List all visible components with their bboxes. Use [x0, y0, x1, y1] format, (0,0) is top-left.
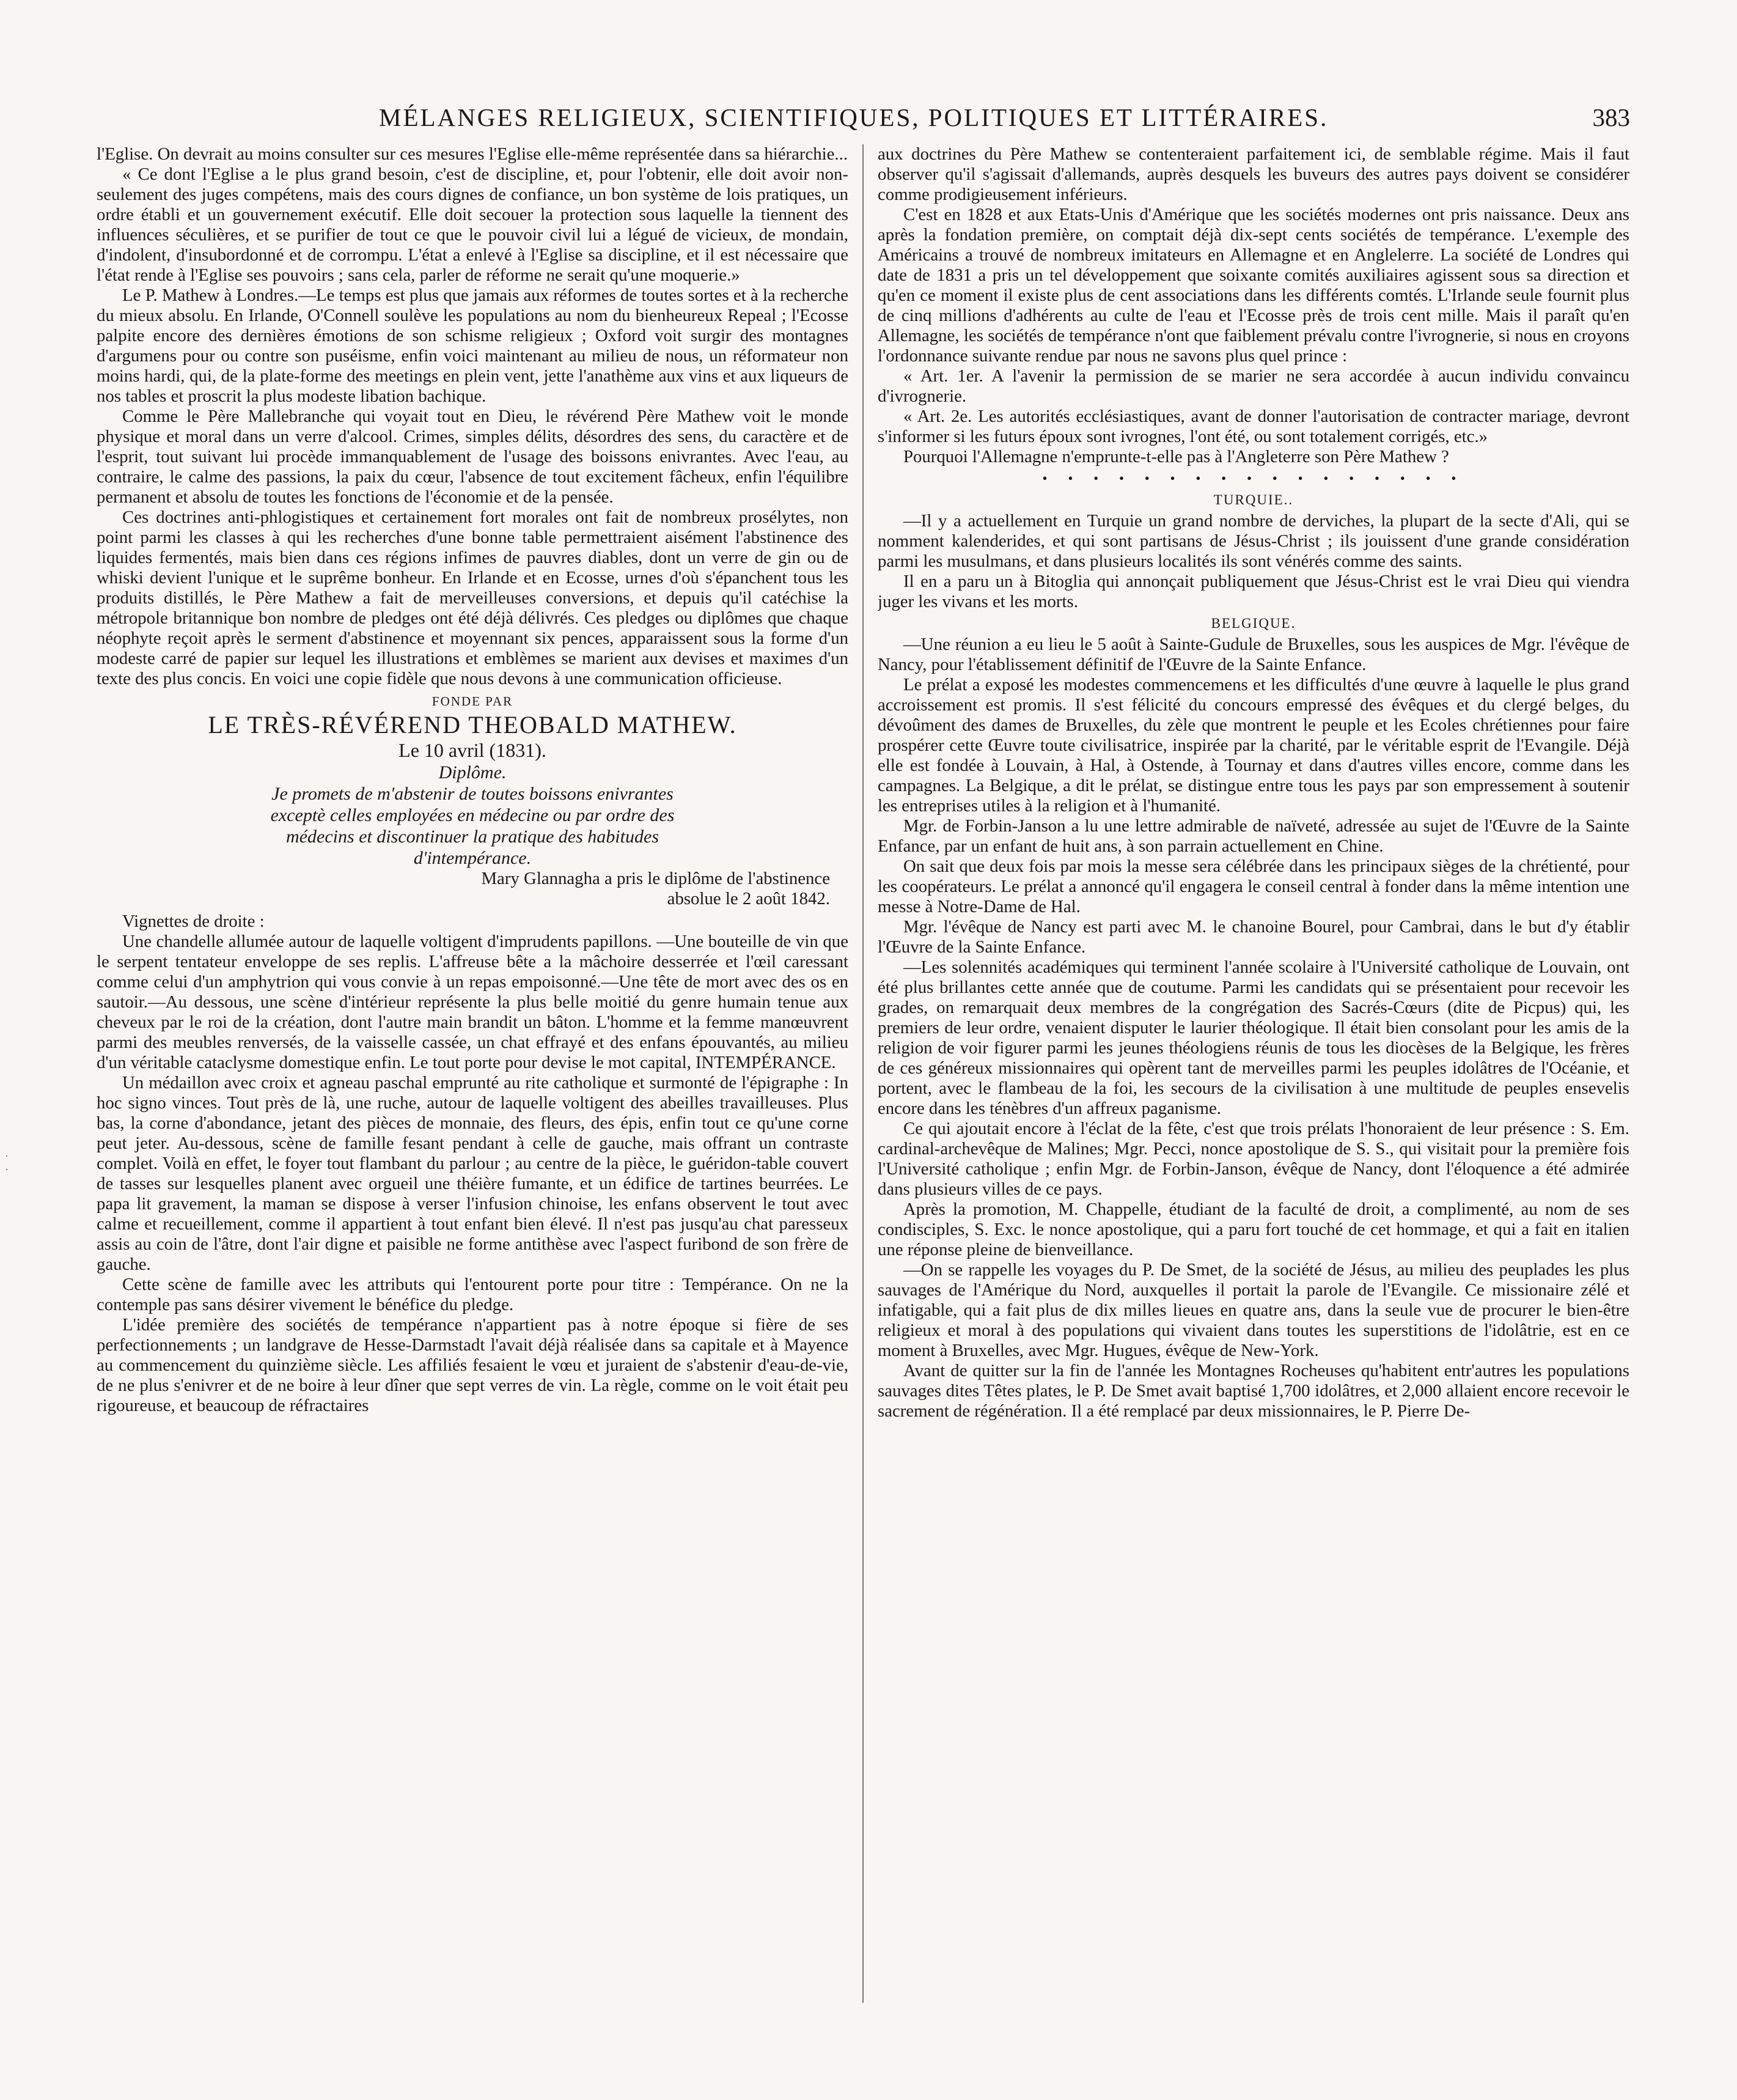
paragraph: Le prélat a exposé les modestes commencemens et les difficultés d'une œuvre à laquelle le plus grand accroissement est promis. Il s'est félicité du concours empressé des évêques et du clergé belges, du dévoûment des dames de Bruxelles, du zèle que montrent le peuple et les Ecoles chrétiennes pour faire prospérer cette Œuvre toute civilisatrice, inspirée par la charité, par le véritable esprit de l'Evangile. Déjà elle est fondée à Louvain, à Hal, à Ostende, à Tournay et dans d'autres villes encore, comme dans les campagnes. La Belgique, a dit le prélat, se distingue entre tous les pays par son empressement à soutenir les entreprises utiles à la religion et à l'humanité.: [878, 675, 1629, 816]
paragraph: Le P. Mathew à Londres.—Le temps est plus que jamais aux réformes de toutes sortes et à la recherche du mieux absolu. En Irlande, O'Connell soulève les populations au nom du bienheureux Repeal ; l'Ecosse palpite encore des dernières émotions de son schisme religieux ; Oxford voit surgir des montagnes d'argumens pour ou contre son puséisme, enfin voici maintenant au milieu de nous, un réformateur non moins hardi, qui, de la plate-forme des meetings en plein vent, jette l'anathème aux vins et aux liqueurs de nos tables et proscrit la plus modeste libation bachique.: [97, 286, 848, 406]
paragraph: Comme le Père Mallebranche qui voyait tout en Dieu, le révérend Père Mathew voit le monde physique et moral dans un verre d'alcool. Crimes, simples délits, désordres des sens, du caractère et de l'esprit, tout suivant lui procède immanquablement de l'usage des boissons enivrantes. Avec l'eau, au contraire, le calme des passions, la paix du cœur, l'absence de tout excitement fâcheux, enfin l'équilibre permanent et absolu de toutes les fonctions de l'économie et de la pensée.: [97, 407, 848, 507]
diploma-date: Le 10 avril (1831).: [398, 739, 546, 761]
paragraph: l'Eglise. On devrait au moins consulter sur ces mesures l'Eglise elle-même représentée dans sa hiérarchie...: [97, 144, 848, 164]
paragraph: aux doctrines du Père Mathew se contenteraient parfaitement ici, de semblable régime. Mais il faut observer qu'il s'agissait d'allemands, auprès desquels les buveurs des autres pays doivent se considérer comme prodigieusement inférieurs.: [878, 144, 1629, 204]
paragraph: Pourquoi l'Allemagne n'emprunte-t-elle pas à l'Angleterre son Père Mathew ?: [903, 447, 1449, 466]
paragraph: —On se rappelle les voyages du P. De Smet, de la société de Jésus, au milieu des peuplades les plus sauvages de l'Amérique du Nord, auxquelles il portait la parole de l'Evangile. Ce missionaire zélé et infatigable, qui a fait plus de dix milles lieues en quatre ans, dans la seule vue de procurer le bien-être religieux et moral à des populations qui vivaient dans toutes les superstitions de l'idolâtrie, est en ce moment à Bruxelles, avec Mgr. Hugues, évêque de New-York.: [878, 1260, 1629, 1360]
paragraph: « Art. 2e. Les autorités ecclésiastiques, avant de donner l'autorisation de contracter mariage, devront s'informer si les futurs époux sont ivrognes, l'ont été, ou sont totalement corrigés, etc.»: [878, 407, 1629, 446]
diploma-founded: FONDE PAR: [431, 694, 513, 709]
paragraph: Mgr. l'évêque de Nancy est parti avec M. le chanoine Bourel, pour Cambrai, dans le but d'y établir l'Œuvre de la Sainte Enfance.: [878, 917, 1629, 957]
margin-marks: · ·: [5, 1150, 9, 1176]
paragraph: Une chandelle allumée autour de laquelle voltigent d'imprudents papillons. —Une bouteille de vin que le serpent tentateur enveloppe de ses replis. L'affreuse bête a la mâchoire desserrée et l'œil caressant comme celui d'un amphytrion qui vous convie à un repas empoisonné.—Une tête de mort avec des os en sautoir.—Au dessous, une scène d'intérieur représente la plus belle moitié du genre humain tenue aux cheveux par le roi de la création, dont l'autre main brandit un bâton. L'homme et la femme manœuvrent parmi des meubles renversés, de la vaisselle cassée, un chat effrayé et des enfans épouvantés, au milieu d'un véritable cataclysme domestique enfin. Le tout porte pour devise le mot capital, INTEMPÉRANCE.: [97, 932, 848, 1072]
paragraph: On sait que deux fois par mois la messe sera célébrée dans les principaux sièges de la chrétienté, pour les coopérateurs. Le prélat a annoncé qu'il engagera le conseil central à fonder dans la même intention une messe à Notre-Dame de Hal.: [878, 857, 1629, 916]
paragraph: C'est en 1828 et aux Etats-Unis d'Amérique que les sociétés modernes ont pris naissance. Deux ans après la fondation première, on comptait déjà dix-sept cents sociétés de tempérance. L'exemple des Américains a trouvé de nombreux imitateurs en Allemagne et en Anglelerre. La société de Londres qui date de 1831 a pris un tel développement que soixante comités auxiliaires agissent sous sa direction et qu'en ce moment il existe plus de cent associations dans les différents comtés. L'Irlande seule fournit plus de cinq millions d'adhérents au culte de l'eau et l'Ecosse près de trois cent mille. Mais il paraît qu'en Allemagne, les sociétés de tempérance n'ont que faiblement prévalu contre l'ivrognerie, si nous en croyons l'ordonnance suivante rendue par nous ne savons plus quel prince :: [878, 205, 1629, 366]
paragraph: L'idée première des sociétés de tempérance n'appartient pas à notre époque si fière de ses perfectionnements ; un landgrave de Hesse-Darmstadt l'avait déjà réalisée dans sa capitale et à Mayence au commencement du quinzième siècle. Les affiliés fesaient le vœu et juraient de s'abstenir d'eau-de-vie, de ne plus s'enivrer et de ne boire à leur dîner que sept verres de vin. La règle, comme on le voit était peu rigoureuse, et beaucoup de réfractaires: [97, 1315, 848, 1415]
page-header: [0, 103, 1737, 139]
diploma-signature: Mary Glannagha a pris le diplôme de l'abstinence absolue le 2 août 1842.: [481, 869, 830, 908]
paragraph: « Ce dont l'Eglise a le plus grand besoin, c'est de discipline, et, pour l'obtenir, elle doit avoir non-seulement des juges compétens, mais des cours dignes de confiance, un bon système de lois pratiques, un ordre établi et un gouvernement exécutif. Elle doit secouer la protection sous laquelle la tiennent des influences séculières, et se purifier de tout ce que le pouvoir civil lui a légué de vicieux, de mondain, d'indolent, d'insubordonné et de corrompu. L'état a enlevé à l'Eglise sa discipline, et il est nécessaire que l'état rende à l'Eglise ses pouvoirs ; sans cela, parler de réforme ne serait qu'une moquerie.»: [97, 164, 848, 285]
paragraph: Mgr. de Forbin-Janson a lu une lettre admirable de naïveté, adressée au sujet de l'Œuvre de la Sainte Enfance, par un enfant de huit ans, à son parrain actuellement en Chine.: [878, 816, 1629, 856]
running-title: MÉLANGES RELIGIEUX, SCIENTIFIQUES, POLITIQUES ET LITTÉRAIRES.: [379, 103, 1329, 131]
diploma-block: [97, 691, 848, 909]
paragraph: Un médaillon avec croix et agneau paschal emprunté au rite catholique et surmonté de l'épigraphe : In hoc signo vinces. Tout près de là, une ruche, autour de laquelle voltigent des abeilles travailleuses. Plus bas, la corne d'abondance, jetant des pièces de monnaie, des fleurs, des épis, enfin tout ce qu'une corne peut jeter. Au-dessous, scène de famille fesant pendant à celle de gauche, mais offrant un contraste complet. Voilà en effet, le foyer tout flambant du parlour ; au centre de la pièce, le guéridon-table couvert de tasses sur lesquelles planent avec orgueil une théière fumante, et un édifice de tartines beurrées. Le papa lit gravement, la maman se dispose à verser l'infusion chinoise, les enfans observent le tout avec calme et recueillement, comme il appartient à tout enfant bien élevé. Il n'est pas jusqu'au chat paresseux assis au coin de l'âtre, dont l'air digne et paisible ne forme antithèse avec l'aspect furibond de son frère de gauche.: [97, 1073, 848, 1274]
right-column: [878, 144, 1629, 2003]
diploma-text: Je promets de m'abstenir de toutes boissons enivrantes exceptè celles employées en médecine ou par ordre des médecins et discontinuer la pratique des habitudes d'intempérance.: [270, 784, 675, 868]
diploma-name: LE TRÈS-RÉVÉREND THEOBALD MATHEW.: [208, 711, 737, 739]
paragraph: Il en a paru un à Bitoglia qui annonçait publiquement que Jésus-Christ est le vrai Dieu qui viendra juger les vivans et les morts.: [878, 572, 1629, 611]
paragraph: Cette scène de famille avec les attributs qui l'entourent porte pour titre : Tempérance. On ne la contemple pas sans désirer vivement le bénéfice du pledge.: [97, 1275, 848, 1314]
dot-leader: • • • • • • • • • • • • • • • • •: [1042, 471, 1465, 486]
paragraph: Ces doctrines anti-phlogistiques et certainement fort morales ont fait de nombreux prosélytes, non point parmi les classes à qui les recherches d'une bonne table permettraient aisément l'abstinence des liquides fermentés, mais bien dans ces régions infimes de pauvres diables, dont un verre de gin ou de whiski devient l'unique et le suprême bonheur. En Irlande et en Ecosse, urnes d'où s'épanchent tous les produits distillés, le Père Mathew a fait de merveilleuses conversions, et depuis qu'il catéchise la métropole britannique bon nombre de pledges ont été déjà délivrés. Ces pledges ou diplômes que chaque néophyte reçoit après le serment d'abstinence et moyennant six pences, apparaissent sous la forme d'un modeste carré de papier sur lequel les illustrations et emblèmes se marient aux devises et maximes d'un texte des plus concis. En voici une copie fidèle que nous devons à une communication officieuse.: [97, 507, 848, 688]
paragraph: Ce qui ajoutait encore à l'éclat de la fête, c'est que trois prélats l'honoraient de leur présence : S. Em. cardinal-archevêque de Malines; Mgr. Pecci, nonce apostolique de S. S., qui visitait pour la première fois l'Université catholique ; enfin Mgr. de Forbin-Janson, évêque de Nancy, dont l'éloquence a été admirée dans plusieurs villes de ce pays.: [878, 1119, 1629, 1199]
page-number: 383: [1592, 103, 1630, 131]
paragraph: Avant de quitter sur la fin de l'année les Montagnes Rocheuses qu'habitent entr'autres les populations sauvages dites Têtes plates, le P. De Smet avait baptisé 1,700 idolâtres, et 2,000 allaient encore recevoir le sacrement de régénération. Il a été remplacé par deux missionnaires, le P. Pierre De-: [878, 1361, 1629, 1421]
paragraph: Après la promotion, M. Chappelle, étudiant de la faculté de droit, a complimenté, au nom de ses condisciples, S. Exc. le nonce apostolique, qui a paru fort touché de cet hommage, et qui a fait en italien une réponse pleine de bienveillance.: [878, 1199, 1629, 1259]
paragraph: —Il y a actuellement en Turquie un grand nombre de derviches, la plupart de la secte d'Ali, qui se nomment kalenderides, et qui sont partisans de Jésus-Christ ; ils jouissent d'une grande considération parmi les musulmans, et dans plusieurs localités ils sont vénérés comme des saints.: [878, 511, 1629, 571]
paragraph: —Les solennités académiques qui terminent l'année scolaire à l'Université catholique de Louvain, ont été plus brillantes cette année que de coutume. Parmi les candidats qui se présentaient pour recevoir les grades, on remarquait deux membres de la congrégation des Sacrés-Cœurs (dite de Picpus) qui, les premiers de leur ordre, venaient disputer le laurier théologique. Il était bien consolant pour les amis de la religion de voir figurer parmi les jeunes théologiens réunis de tous les diocèses de la Belgique, les frères de ces généreux missionnaires qui opèrent tant de merveilles parmi les peuples idolâtres de l'Océanie, et portent, avec le flambeau de la foi, les secours de la civilisation à une multitude de peuples ensevelis encore dans les ténèbres d'un affreux paganisme.: [878, 957, 1629, 1118]
paragraph: Vignettes de droite :: [122, 912, 265, 931]
paragraph: « Art. 1er. A l'avenir la permission de se marier ne sera accordée à aucun individu convaincu d'ivrognerie.: [878, 366, 1629, 406]
column-divider: [862, 144, 864, 2003]
diploma-heading: Diplôme.: [438, 762, 507, 783]
left-column: [97, 144, 848, 2003]
paragraph: —Une réunion a eu lieu le 5 août à Sainte-Gudule de Bruxelles, sous les auspices de Mgr. l'évêque de Nancy, pour l'établissement définitif de l'Œuvre de la Sainte Enfance.: [878, 635, 1629, 674]
section-heading-belgique: BELGIQUE.: [1211, 616, 1296, 631]
section-heading-turquie: TURQUIE..: [1213, 492, 1294, 507]
